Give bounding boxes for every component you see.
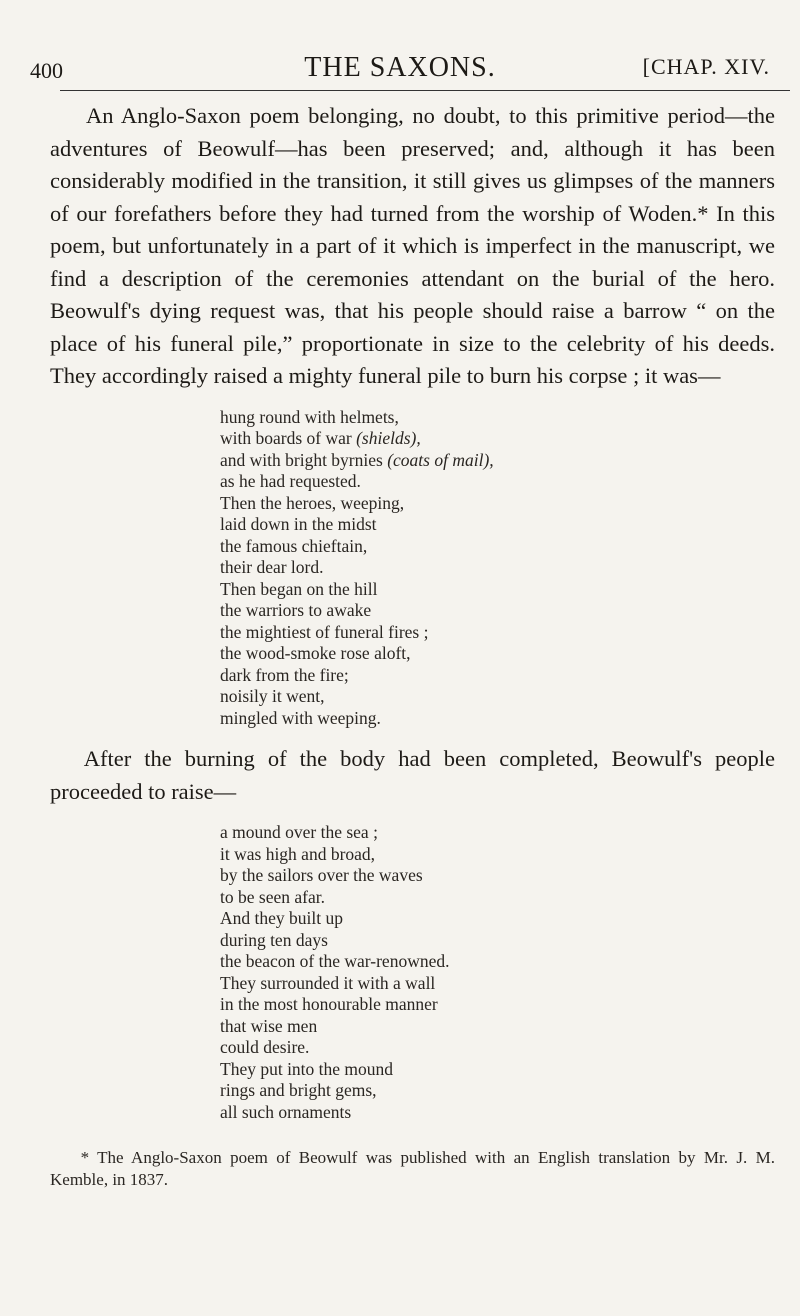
poem-line: a mound over the sea ; <box>220 822 378 842</box>
poem-line: the mightiest of funeral fires ; <box>220 621 429 642</box>
poem-line: it was high and broad, <box>220 843 376 864</box>
poem-line: They surrounded it with a wall <box>220 972 436 993</box>
poem-line: laid down in the midst <box>220 514 377 534</box>
poem-line: to be seen afar. <box>220 886 325 907</box>
poem-line: all such ornaments <box>220 1101 352 1122</box>
poem-line: could desire. <box>220 1037 310 1057</box>
body-paragraph-1: An Anglo-Saxon poem belonging, no doubt, to this primitive period—the adventures of Beowulf—has been preserved; and, although it has been considerably modified in the transition, it still gives us glimpses of the manners of our forefathers before they had turned from the worship of Woden.* In this poem, but unfortunately in a part of it which is imperfect in the manuscript, we find a description of the ceremonies attendant on the burial of the hero. Beowulf's dying request was, that his people should raise a barrow “ on the place of his funeral pile,” proportionate in size to the celebrity of his deeds. They accordingly raised a mighty funeral pile to burn his corpse ; it was— <box>50 103 775 388</box>
poem-line: Then began on the hill <box>220 578 378 599</box>
poem-excerpt-2 <box>220 822 775 1123</box>
chapter-label: [CHAP. XIV. <box>642 54 770 79</box>
poem-line: during ten days <box>220 929 328 950</box>
poem-gloss: (coats of mail), <box>387 449 494 470</box>
running-header <box>0 40 800 90</box>
poem-line: mingled with weeping. <box>220 707 381 728</box>
poem-line: as he had requested. <box>220 471 361 491</box>
poem-line: the wood-smoke rose aloft, <box>220 643 411 663</box>
poem-line <box>220 428 775 450</box>
page-number: 400 <box>30 58 63 83</box>
poem-excerpt-1 <box>220 407 775 730</box>
poem-line: And they built up <box>220 908 343 928</box>
poem-line: They put into the mound <box>220 1058 394 1079</box>
poem-line: the famous chieftain, <box>220 535 368 556</box>
page-body <box>50 100 775 1208</box>
body-paragraph-2: After the burning of the body had been completed, Beowulf's people proceeded to raise— <box>50 746 775 804</box>
poem-line: dark from the fire; <box>220 664 349 685</box>
poem-line: that wise men <box>220 1015 318 1036</box>
poem-line: the beacon of the war-renowned. <box>220 951 450 971</box>
poem-line: rings and bright gems, <box>220 1080 377 1100</box>
poem-line <box>220 450 775 472</box>
poem-line: the warriors to awake <box>220 600 372 620</box>
header-rule <box>60 90 790 91</box>
footnote: * The Anglo-Saxon poem of Beowulf was published with an English translation by Mr. J. M. Kemble, in 1837. <box>50 1148 775 1189</box>
running-title: THE SAXONS. <box>304 52 496 83</box>
poem-line: their dear lord. <box>220 557 324 577</box>
poem-line: by the sailors over the waves <box>220 865 423 885</box>
poem-line: Then the heroes, weeping, <box>220 492 405 513</box>
poem-line: noisily it went, <box>220 686 325 706</box>
poem-line-text: and with bright byrnies <box>220 449 383 470</box>
poem-line-text: with boards of war <box>220 428 352 448</box>
poem-line: in the most honourable manner <box>220 994 438 1014</box>
poem-gloss: (shields), <box>356 428 421 448</box>
poem-line: hung round with helmets, <box>220 406 399 427</box>
